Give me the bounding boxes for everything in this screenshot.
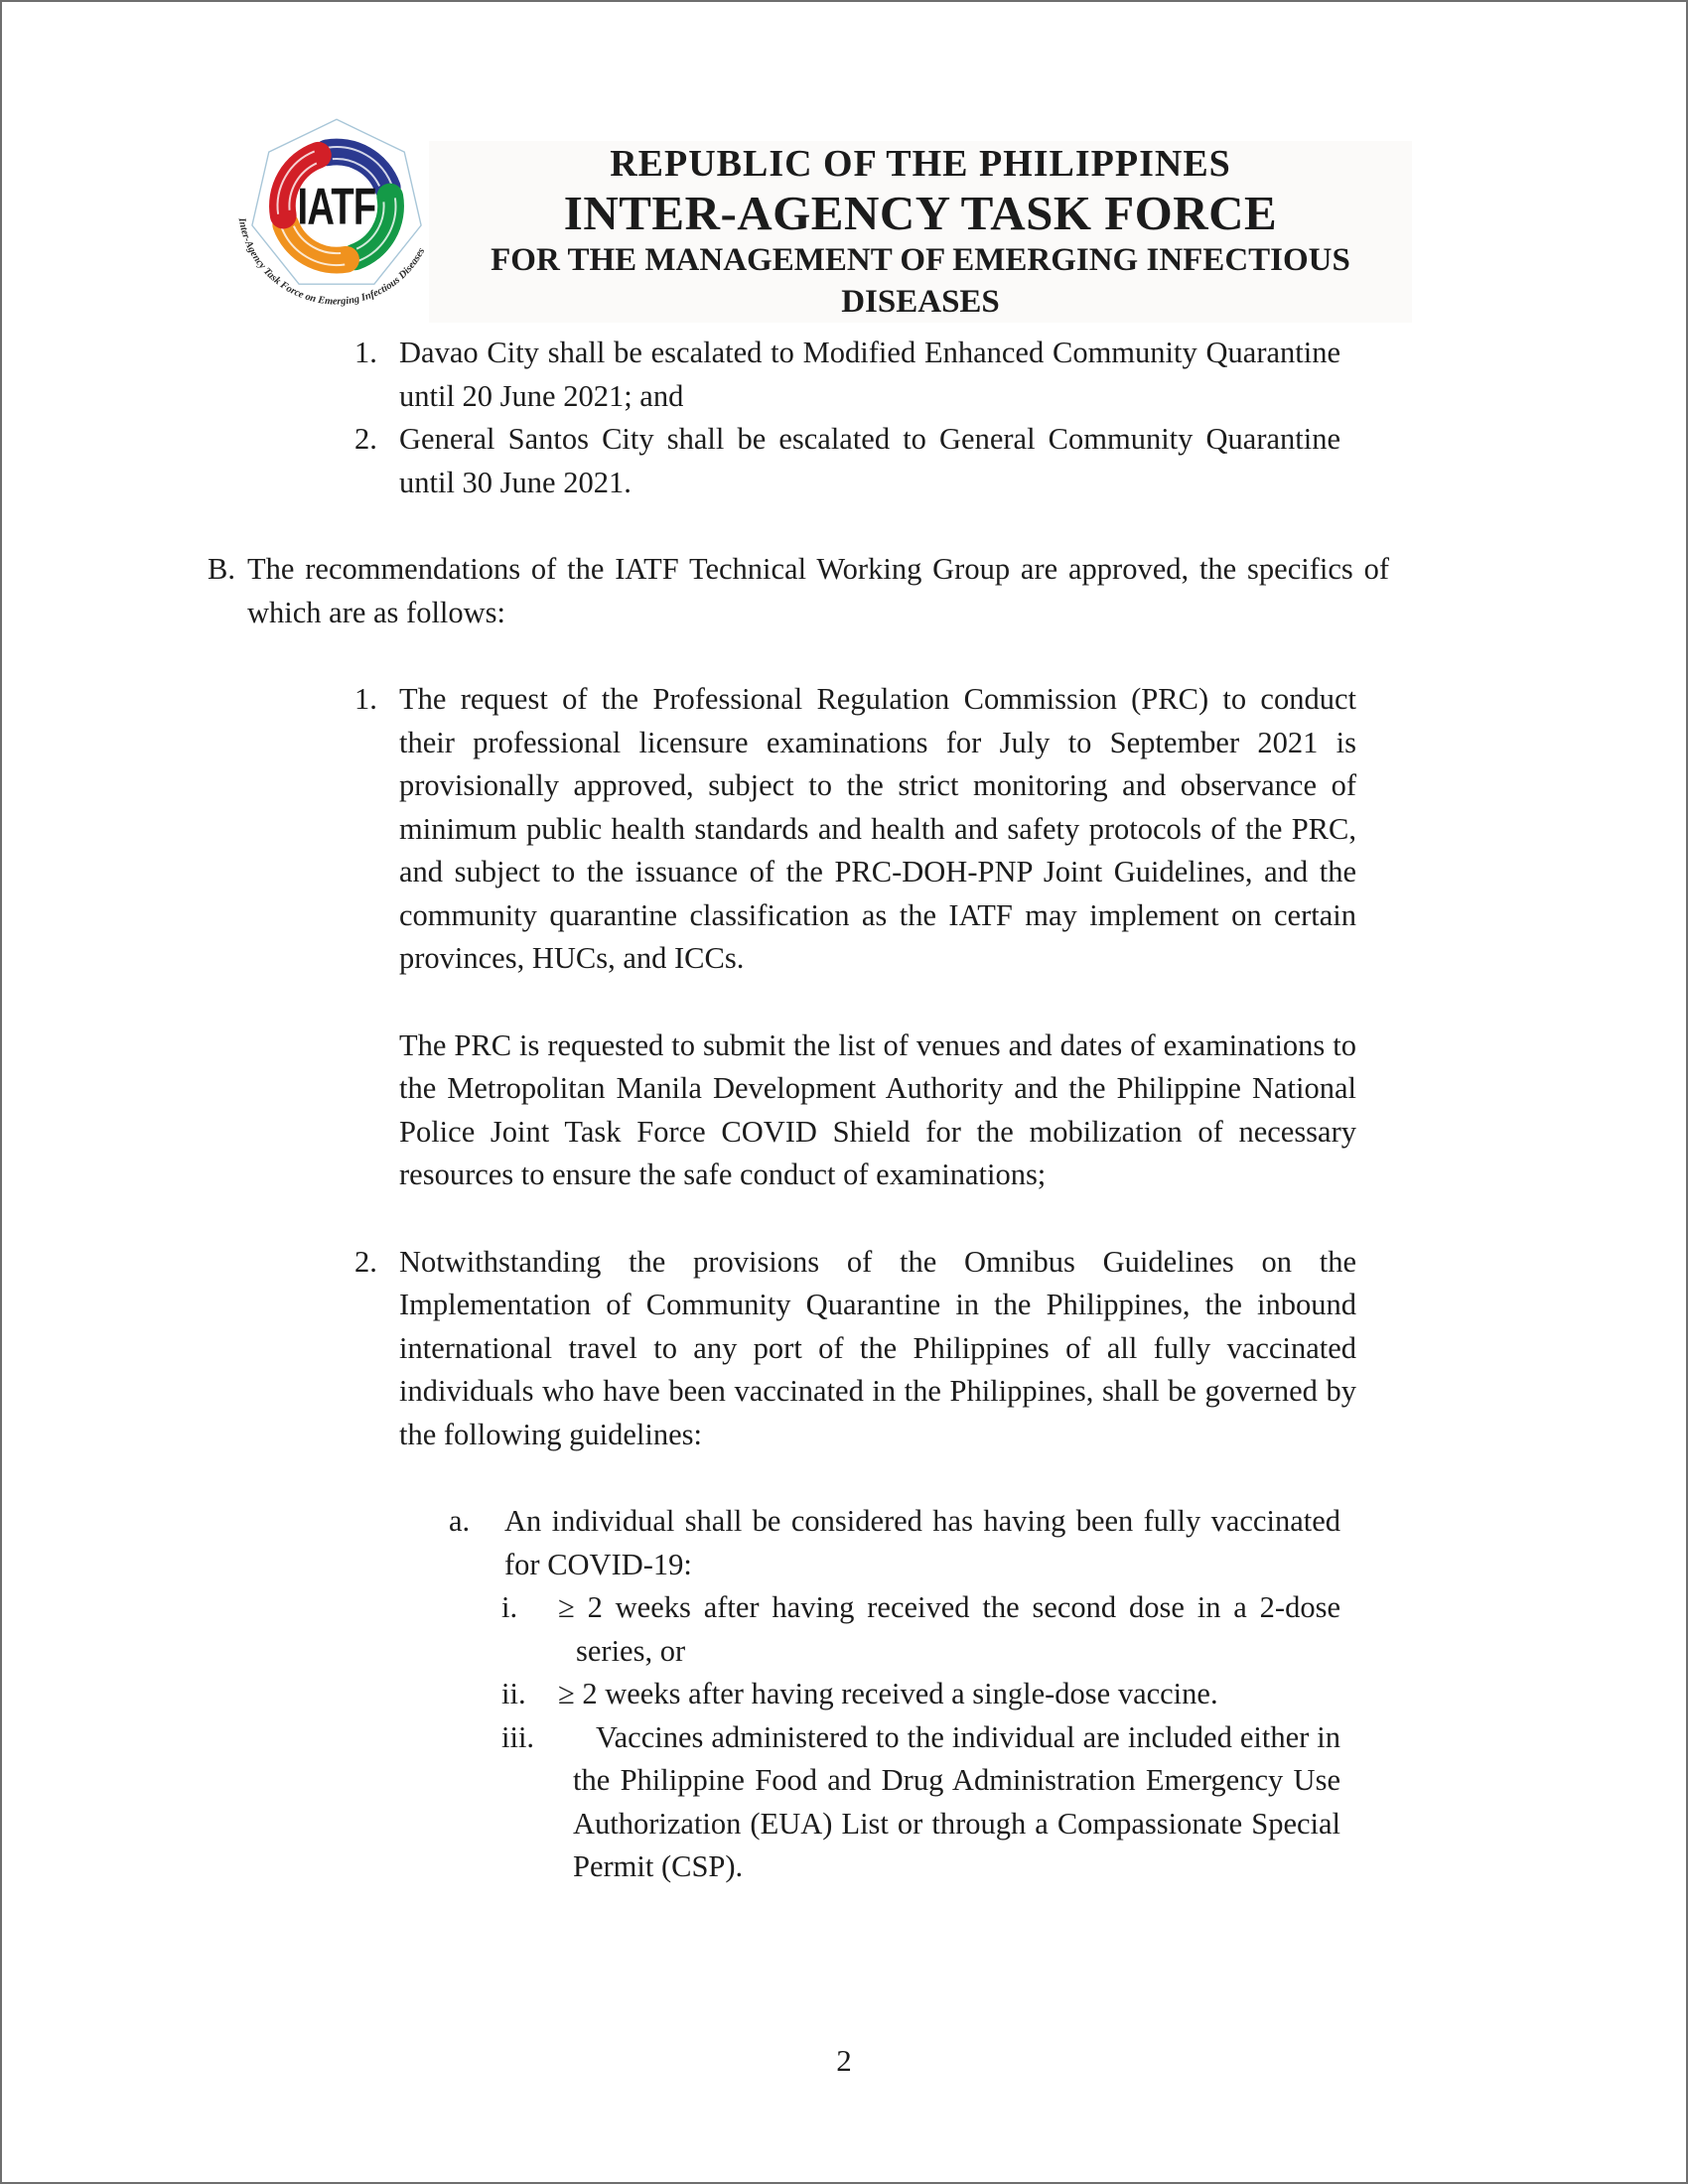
header-republic: REPUBLIC OF THE PHILIPPINES: [610, 143, 1231, 185]
list-item-a1: [354, 332, 1340, 418]
item-numeral: ii.: [501, 1677, 526, 1710]
item-text: Vaccines administered to the individual are included either in the Philippine Food and Drug Administration Emergency Use Authorization (EUA) List or through a Compassionate Special Permit (CSP).: [573, 1719, 1340, 1883]
item-number: 1.: [354, 682, 377, 716]
paragraph-prc-request: The PRC is requested to submit the list of venues and dates of examinations to the Metropolitan Manila Development Authority and the Philippine National Police Joint Task Force COVID Shield for the mobilization of necessary resources to ensure the safe conduct of examinations;: [399, 1027, 1356, 1191]
logo-curved-text: Inter-Agency Task Force on Emerging Infectious Diseases: [235, 216, 428, 308]
list-item-b2: [354, 1241, 1356, 1457]
header-subtitle: FOR THE MANAGEMENT OF EMERGING INFECTIOUS DISEASES: [491, 242, 1350, 320]
section-b: [208, 548, 1389, 634]
list-item-b1: [354, 678, 1356, 981]
item-text: Notwithstanding the provisions of the Omnibus Guidelines on the Implementation of Community Quarantine in the Philippines, the inbound international travel to any port of the Philippines of all fully vaccinated individuals who have been vaccinated in the Philippines, shall be governed by the following guidelines:: [399, 1244, 1356, 1451]
item-text: The request of the Professional Regulation Commission (PRC) to conduct their professional licensure examinations for July to September 2021 is provisionally approved, subject to the strict monitoring and observance of minimum public health standards and health and safety protocols of the PRC, and subject to the issuance of the PRC-DOH-PNP Joint Guidelines, and the community quarantine classification as the IATF may implement on certain provinces, HUCs, and ICCs.: [399, 682, 1356, 975]
item-number: 2.: [354, 422, 377, 456]
roman-item-ii: [501, 1673, 1340, 1716]
item-text: An individual shall be considered has having been fully vaccinated for COVID-19:: [504, 1504, 1340, 1581]
section-letter: B.: [208, 552, 235, 586]
item-number: 2.: [354, 1244, 377, 1279]
item-number: 1.: [354, 336, 377, 369]
roman-item-i: [501, 1586, 1340, 1673]
item-text: Davao City shall be escalated to Modified Enhanced Community Quarantine until 20 June 2021; and: [399, 336, 1340, 413]
logo-acronym: IATF: [297, 177, 376, 235]
item-text: ≥ 2 weeks after having received the second dose in a 2-dose series, or: [558, 1590, 1340, 1668]
item-numeral: iii.: [501, 1719, 535, 1754]
document-body: [208, 332, 1389, 1889]
item-text: General Santos City shall be escalated to General Community Quarantine until 30 June 2021.: [399, 422, 1340, 499]
roman-item-iii: [501, 1716, 1340, 1889]
item-letter: a.: [449, 1504, 471, 1538]
letterhead: [429, 141, 1412, 323]
sub-item-a: [449, 1500, 1340, 1586]
header-taskforce: INTER-AGENCY TASK FORCE: [563, 186, 1278, 240]
iatf-logo: [218, 101, 455, 326]
item-numeral: i.: [501, 1590, 518, 1624]
page-number: 2: [836, 2043, 852, 2078]
list-item-a2: [354, 418, 1340, 504]
item-text: ≥ 2 weeks after having received a single-dose vaccine.: [558, 1677, 1218, 1710]
section-text: The recommendations of the IATF Technical Working Group are approved, the specifics of which are as follows:: [247, 552, 1389, 629]
